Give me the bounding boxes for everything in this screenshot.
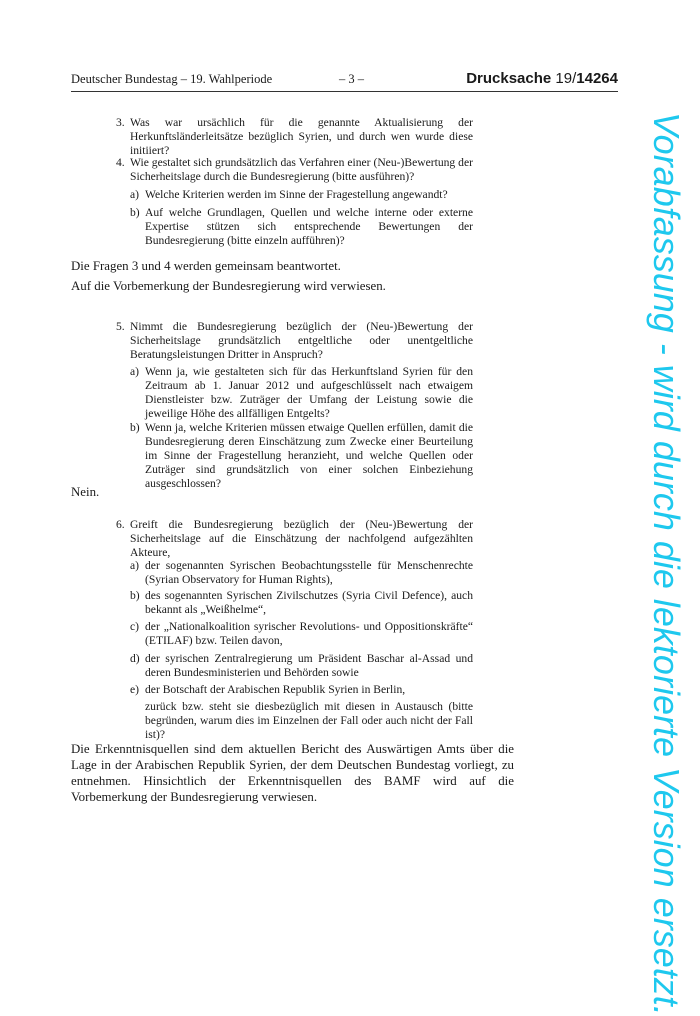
sub-text: Wenn ja, welche Kriterien müssen etwaige Quellen erfüllen, damit die Bundesregierung deren Einschätzung zum Zwecke einer Beurteilung im Sinne der Fragestellung heranzieht, und welche Quellen oder Zuträger sind grundsätzlich von einer solchen Einbeziehung ausgeschlossen? xyxy=(145,421,473,490)
question-5b xyxy=(130,421,473,491)
sub-text: der syrischen Zentralregierung um Präsident Baschar al-Assad und deren Bundesministerien und Behörden sowie xyxy=(145,652,473,679)
doc-number-b: 14264 xyxy=(576,70,618,87)
question-6a xyxy=(130,559,473,587)
question-number: 4. xyxy=(116,156,125,169)
header-rule xyxy=(71,91,618,92)
draft-watermark: Vorabfassung - wird durch die lektorierte Version ersetzt. xyxy=(646,112,687,1016)
sub-text: der sogenannten Syrischen Beobachtungsstelle für Menschenrechte (Syrian Observatory for Human Rights), xyxy=(145,559,473,586)
answer-3-4-line-2: Auf die Vorbemerkung der Bundesregierung wird verwiesen. xyxy=(71,279,386,293)
sub-label: e) xyxy=(130,683,140,696)
header-parliament: Deutscher Bundestag – 19. Wahlperiode xyxy=(71,72,273,86)
question-6d xyxy=(130,652,473,680)
doc-number-a: 19/ xyxy=(555,70,577,87)
sub-text: des sogenannten Syrischen Zivilschutzes (Syria Civil Defence), auch bekannt als „Weißhelme“, xyxy=(145,589,473,616)
question-6c xyxy=(130,620,473,648)
sub-text: Wenn ja, wie gestalteten sich für das Herkunftsland Syrien für den Zeitraum ab 1. Januar 2012 und aufgeschlüsselt nach etwaigem Dienstleister bzw. Zuträger der Umfang der Leistung sowie die jeweilige Höhe des allfälligen Entgelts? xyxy=(145,365,473,420)
sub-label: d) xyxy=(130,652,140,665)
question-text: Greift die Bundesregierung bezüglich der (Neu-)Bewertung der Sicherheitslage auf die Einschätzung der nachfolgend aufgezählten Akteure, xyxy=(130,518,473,559)
answer-6: Die Erkenntnisquellen sind dem aktuellen Bericht des Auswärtigen Amts über die Lage in der Arabischen Republik Syrien, der dem Deutschen Bundestag vorliegt, zu entnehmen. Hinsichtlich der Erkenntnisquellen des BAMF wird auf die Vorbemerkung der Bundesregierung verwiesen. xyxy=(71,742,514,804)
question-4b xyxy=(130,206,473,248)
sub-label: a) xyxy=(130,188,140,201)
question-text: Nimmt die Bundesregierung bezüglich der (Neu-)Bewertung der Sicherheitslage grundsätzlich entgeltliche oder unentgeltliche Beratungsleistungen Dritter in Anspruch? xyxy=(130,320,473,361)
question-number: 6. xyxy=(116,518,125,531)
question-number: 5. xyxy=(116,320,125,333)
question-number: 3. xyxy=(116,116,125,129)
sub-text: der „Nationalkoalition syrischer Revolutions- und Oppositionskräfte“ (ETILAF) bzw. Teilen davon, xyxy=(145,620,473,647)
sub-text: zurück bzw. steht sie diesbezüglich mit diesen in Austausch (bitte begründen, warum dies im Einzelnen der Fall oder auch nicht der Fall ist)? xyxy=(145,700,473,741)
document-number xyxy=(466,70,618,87)
question-4a xyxy=(130,188,473,202)
question-4 xyxy=(116,156,473,184)
question-text: Wie gestaltet sich grundsätzlich das Verfahren einer (Neu-)Bewertung der Sicherheitslage durch die Bundesregierung (bitte ausführen)? xyxy=(130,156,473,183)
sub-label: b) xyxy=(130,421,140,434)
question-5a xyxy=(130,365,473,421)
sub-text: Auf welche Grundlagen, Quellen und welche interne oder externe Expertise stützen sich entsprechende Bewertungen der Bundesregierung (bitte einzeln aufführen)? xyxy=(145,206,473,247)
question-text: Was war ursächlich für die genannte Aktualisierung der Herkunftsländerleitsätze bezüglich Syrien, und durch wen wurde diese initiiert? xyxy=(130,116,473,157)
question-6-tail xyxy=(130,700,473,742)
question-6b xyxy=(130,589,473,617)
sub-text: Welche Kriterien werden im Sinne der Fragestellung angewandt? xyxy=(145,188,448,201)
sub-text: der Botschaft der Arabischen Republik Syrien in Berlin, xyxy=(145,683,406,696)
page-header xyxy=(71,72,618,90)
page-number: – 3 – xyxy=(339,72,364,86)
sub-label: a) xyxy=(130,365,140,378)
question-6 xyxy=(116,518,473,560)
answer-5: Nein. xyxy=(71,485,100,499)
question-5 xyxy=(116,320,473,362)
question-3 xyxy=(116,116,473,158)
doc-prefix: Drucksache xyxy=(466,70,552,87)
sub-label: b) xyxy=(130,589,140,602)
sub-label: a) xyxy=(130,559,140,572)
question-6e xyxy=(130,683,473,697)
answer-3-4-line-1: Die Fragen 3 und 4 werden gemeinsam beantwortet. xyxy=(71,259,341,273)
sub-label: b) xyxy=(130,206,140,219)
sub-label: c) xyxy=(130,620,140,633)
